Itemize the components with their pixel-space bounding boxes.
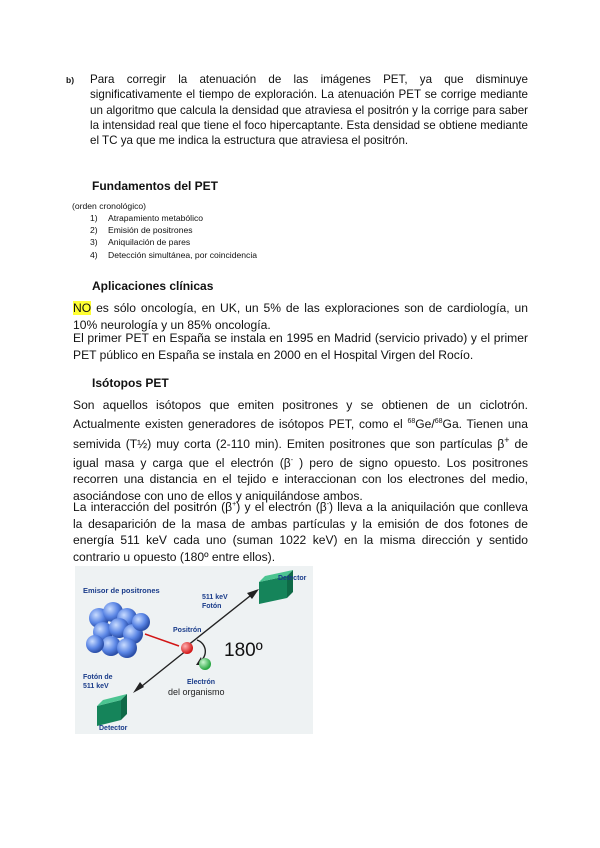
- fundamentos-heading: Fundamentos del PET: [92, 179, 219, 193]
- label-foton2-line2: 511 keV: [83, 683, 109, 690]
- item-b: [66, 72, 528, 148]
- photon-arrow-down: [137, 650, 187, 690]
- label-emisor: Emisor de positrones: [83, 586, 160, 595]
- list-item: 2) Emisión de positrones: [90, 225, 193, 236]
- list-item: 3) Aniquilación de pares: [90, 237, 191, 248]
- positron-path: [145, 634, 179, 646]
- positron-icon: [181, 642, 193, 654]
- highlight-no: NO: [73, 301, 92, 315]
- fundamentos-note: (orden cronológico): [72, 201, 147, 211]
- aplicaciones-paragraph-1: NO es sólo oncología, en UK, un 5% de las exploraciones son de cardiología, un 10% neurología y un 85% oncología.: [73, 301, 528, 332]
- label-foton2-line1: Fotón de: [83, 674, 113, 681]
- list-item: 1) Atrapamiento metabólico: [90, 213, 204, 223]
- fundamentos-list: [90, 212, 257, 261]
- label-electron-line1: Electrón: [187, 679, 216, 686]
- aplicaciones-paragraph-2: El primer PET en España se instala en 1995 en Madrid (servicio privado) y el primer PET público en España se instala en 2000 en el Hospital Virgen del Rocío.: [73, 331, 528, 362]
- isotopos-paragraph-1: Son aquellos isótopos que emiten positrones y se obtienen de un ciclotrón. Actualmente existen generadores de isótopos PET, como el $^{68}$Ge/$^{68}$Ga. Tienen una semivida (T½) muy corta (2-110 min). Emiten positrones que son partículas β+ de igual masa y carga que el electrón (β- ) pero de signo opuesto. Los positrones recorren una distancia en el tejido e interaccionan con los electrones del medio, asociándose con uno de ellos y aniquilándose ambos.: [73, 398, 529, 504]
- list-item: 4) Detección simultánea, por coincidencia: [90, 249, 258, 260]
- annihilation-figure: [75, 566, 313, 734]
- label-electron-line2: del organismo: [168, 687, 225, 697]
- label-positron: Positrón: [173, 627, 202, 634]
- item-b-label: b): [66, 75, 75, 85]
- nucleus-icon: [86, 602, 150, 658]
- electron-icon: [199, 658, 211, 670]
- label-foton1-line2: Fotón: [202, 603, 222, 610]
- isotopos-paragraph-2: La interacción del positrón (β+) y el electrón (β-) lleva a la aniquilación que conlleva la desaparición de la masa de ambas partículas y la emisión de dos fotones de energía 511 keV cada uno (suman 1022 keV) en la misma dirección y sentido contrario u opuesto (180º entre ellos).: [73, 500, 528, 564]
- detector-bottom-icon: [97, 694, 127, 726]
- aplicaciones-heading: Aplicaciones clínicas: [92, 279, 214, 293]
- label-angle: 180º: [224, 640, 263, 661]
- label-detector-bottom: Detector: [99, 725, 128, 732]
- label-foton1-line1: 511 keV: [202, 594, 228, 601]
- item-b-text: Para corregir la atenuación de las imágenes PET, ya que disminuye significativamente el tiempo de exploración. La atenuación PET se corrige mediante un algoritmo que calcula la densidad que atraviesa el positrón y la corrige para saber la intensidad real que tiene el foco hipercaptante. Esta densidad se obtiene mediante el TC ya que me indica la estructura que atraviesa el positrón.: [90, 73, 528, 148]
- isotopos-heading: Isótopos PET: [92, 376, 169, 390]
- label-detector-top: Detector: [278, 575, 307, 582]
